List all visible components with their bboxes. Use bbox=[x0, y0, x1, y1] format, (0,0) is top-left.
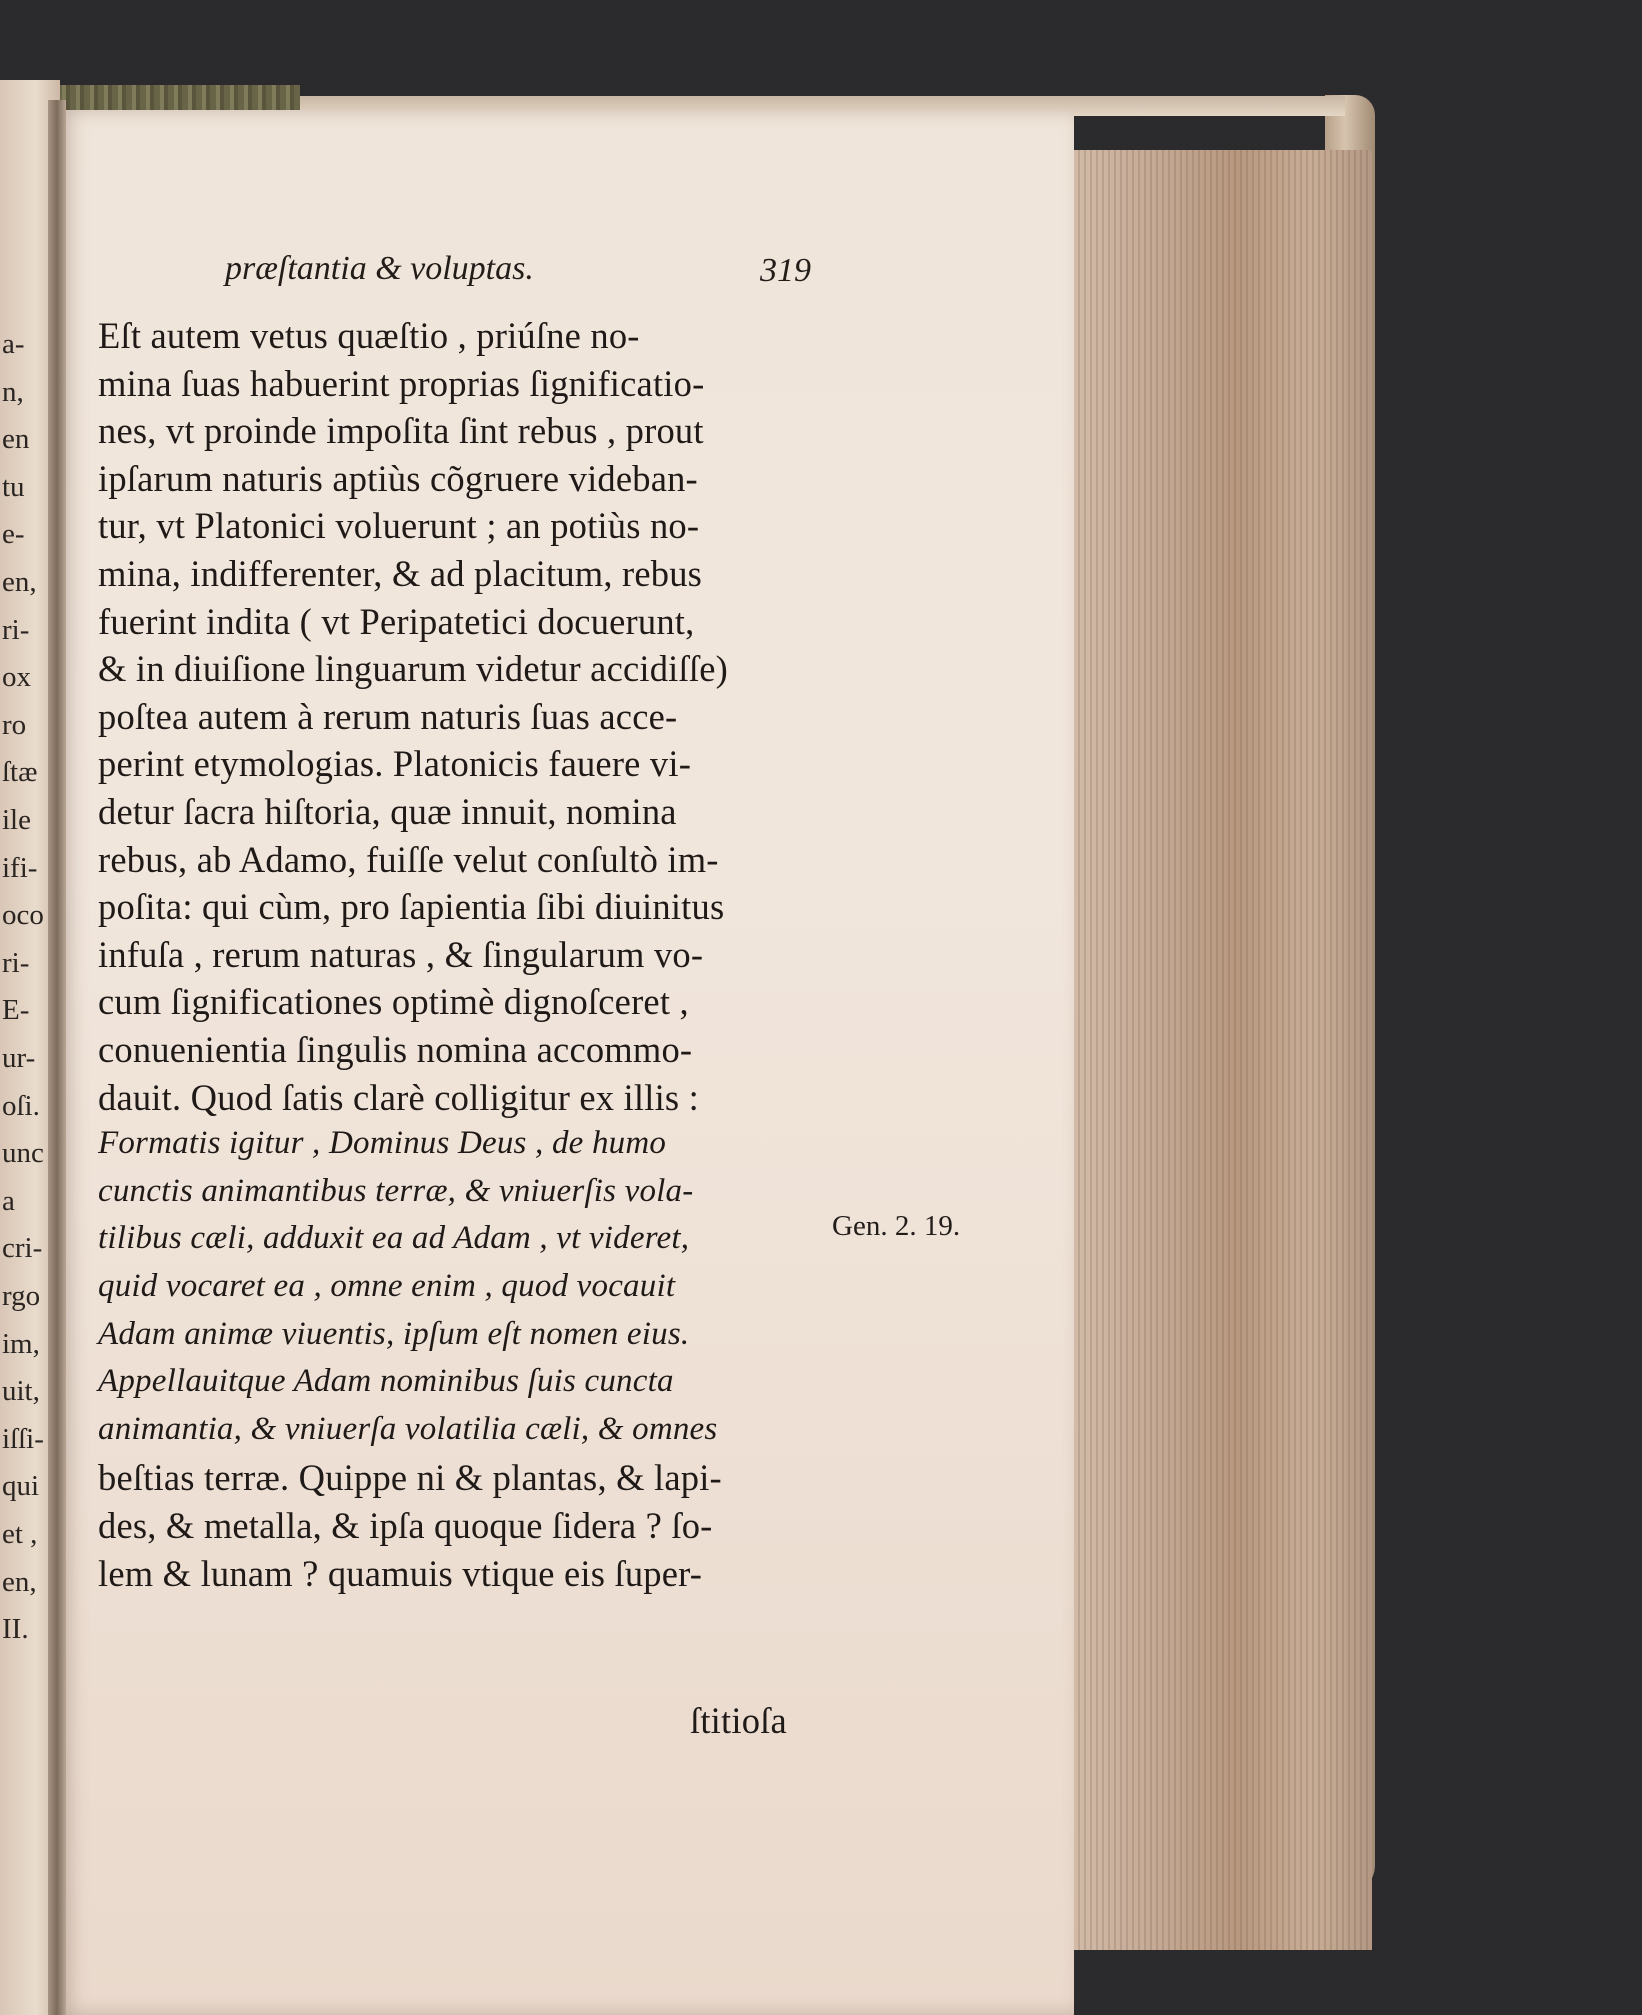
left-page-fragment: ro bbox=[2, 708, 27, 741]
text-line: nes, vt proinde impoſita ſint rebus , prout bbox=[98, 410, 704, 452]
text-line: beſtias terræ. Quippe ni & plantas, & lapi- bbox=[98, 1457, 722, 1499]
left-page-fragment: tu bbox=[2, 470, 25, 503]
text-line: Eſt autem vetus quæſtio , priúſne no- bbox=[98, 315, 640, 356]
left-page-fragment: qui bbox=[2, 1470, 40, 1503]
text-line: rebus, ab Adamo, fuiſſe velut conſultò im- bbox=[98, 838, 719, 880]
left-page-fragment: oſi. bbox=[2, 1089, 40, 1122]
text-line: animantia, & vniuerſa volatilia cæli, & omnes bbox=[98, 1410, 718, 1447]
text-line: des, & metalla, & ipſa quoque ſidera ? ſo- bbox=[98, 1505, 713, 1546]
left-page-fragment: unc bbox=[2, 1137, 44, 1170]
left-page-fragment: ſtæ bbox=[2, 756, 38, 789]
left-page-fragment: ri- bbox=[2, 613, 30, 646]
left-page-fragment: n, bbox=[2, 375, 24, 408]
text-line: conuenientia ſingulis nomina accommo- bbox=[98, 1029, 693, 1070]
left-page-fragment: ur- bbox=[2, 1042, 36, 1074]
text-line: cum ſignificationes optimè dignoſceret , bbox=[98, 981, 689, 1023]
text-line: mina, indifferenter, & ad placitum, rebus bbox=[98, 553, 703, 594]
left-page-fragment: E- bbox=[2, 994, 30, 1027]
page-number: 319 bbox=[760, 252, 811, 289]
margin-citation: Gen. 2. 19. bbox=[832, 1210, 961, 1242]
left-page-fragment: oco bbox=[2, 899, 44, 932]
running-head: præſtantia & voluptas. bbox=[225, 250, 534, 287]
left-page-fragment: e- bbox=[2, 518, 25, 551]
text-line: dauit. Quod ſatis clarè colligitur ex illis : bbox=[98, 1076, 699, 1118]
text-line: quid vocaret ea , omne enim , quod vocauit bbox=[98, 1268, 676, 1304]
text-line: fuerint indita ( vt Peripatetici docuerunt, bbox=[98, 600, 695, 642]
text-line: lem & lunam ? quamuis vtique eis ſuper- bbox=[98, 1552, 703, 1594]
left-page-fragment: et , bbox=[2, 1518, 38, 1550]
left-page-fragment: ifi- bbox=[2, 851, 38, 884]
text-line: infuſa , rerum naturas , & ſingularum vo- bbox=[98, 933, 704, 975]
text-line: & in diuiſione linguarum videtur accidiſſe) bbox=[98, 648, 728, 690]
left-page-fragment: II. bbox=[2, 1613, 29, 1646]
left-page-fragment: uit, bbox=[2, 1375, 40, 1408]
book-gutter bbox=[48, 100, 66, 2015]
left-page-fragment: ile bbox=[2, 804, 31, 836]
text-line: Adam animæ viuentis, ipſum eſt nomen eius. bbox=[98, 1315, 690, 1352]
text-line: perint etymologias. Platonicis fauere vi- bbox=[98, 743, 692, 785]
text-line: detur ſacra hiſtoria, quæ innuit, nomina bbox=[98, 791, 677, 832]
text-line: mina ſuas habuerint proprias ſignificatio- bbox=[98, 362, 705, 404]
text-line: Formatis igitur , Dominus Deus , de humo bbox=[98, 1125, 667, 1162]
left-page-fragment: a bbox=[2, 1184, 15, 1217]
left-page-fragment: en, bbox=[2, 566, 37, 598]
left-page-fragment: ri- bbox=[2, 946, 30, 979]
left-page-fragment: en bbox=[2, 423, 30, 456]
left-page-fragment: ox bbox=[2, 661, 31, 694]
text-line: ipſarum naturis aptiùs cõgruere videban- bbox=[98, 457, 698, 499]
left-page-fragment: a- bbox=[2, 328, 25, 360]
catchword: ſtitioſa bbox=[690, 1700, 787, 1741]
left-page-fragment: cri- bbox=[2, 1232, 43, 1265]
text-line: tilibus cæli, adduxit ea ad Adam , vt videret, bbox=[98, 1220, 690, 1257]
text-line: cunctis animantibus terræ, & vniuerſis vola- bbox=[98, 1172, 694, 1209]
left-page-fragment: en, bbox=[2, 1565, 37, 1598]
text-line: tur, vt Platonici voluerunt ; an potiùs no- bbox=[98, 505, 700, 547]
left-page-fragment: iſſi- bbox=[2, 1422, 44, 1455]
left-page-fragment: rgo bbox=[2, 1280, 41, 1312]
left-page-fragment: im, bbox=[2, 1327, 40, 1360]
text-line: poſtea autem à rerum naturis ſuas acce- bbox=[98, 695, 678, 737]
page-block-fore-edge bbox=[1070, 150, 1372, 1950]
text-line: poſita: qui cùm, pro ſapientia ſibi diuinitus bbox=[98, 886, 725, 928]
text-line: Appellauitque Adam nominibus ſuis cuncta bbox=[98, 1363, 674, 1400]
